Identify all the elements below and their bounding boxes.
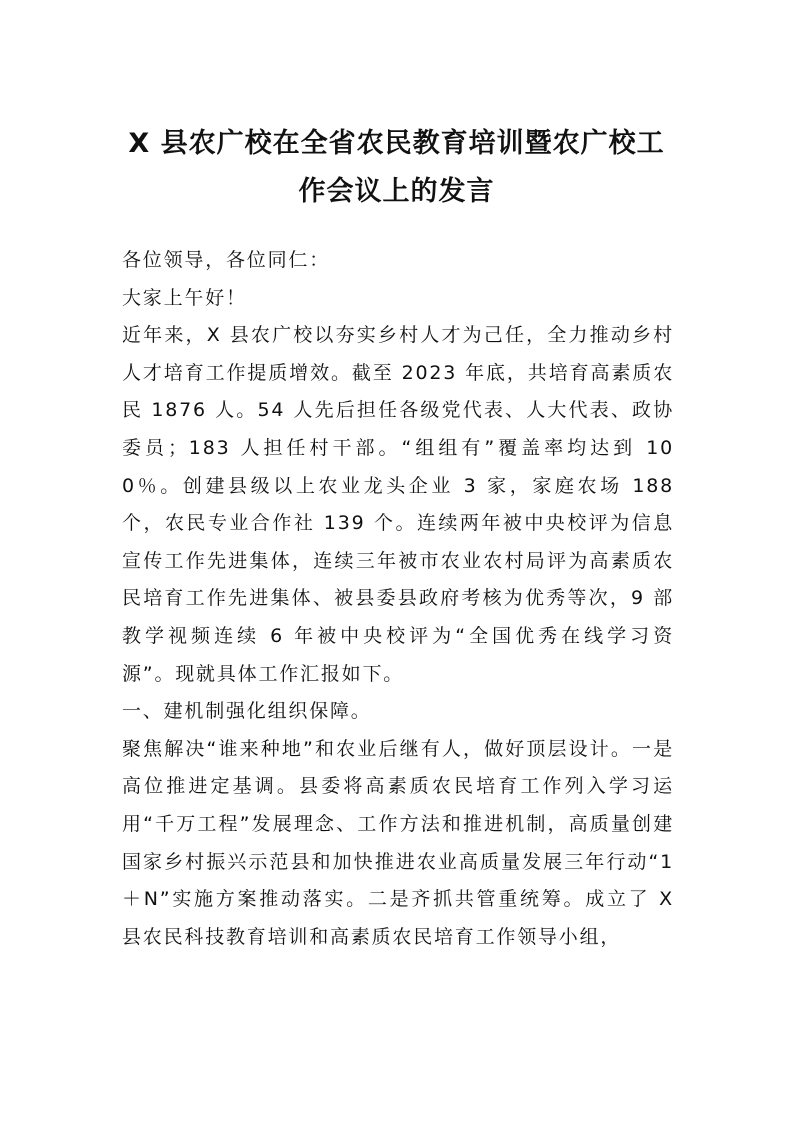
- document-title-line-1: X 县农广校在全省农民教育培训暨农广校工: [128, 128, 665, 159]
- document-body: [122, 242, 674, 956]
- section-1-heading: 一、建机制强化组织保障。: [122, 700, 372, 723]
- section-1-paragraph: 聚焦解决“谁来种地”和农业后继有人，做好顶层设计。一是高位推进定基调。县委将高素质农民培育工作列入学习运用“千万工程”发展理念、工作方法和推进机制，高质量创建国家乡村振兴示范县和加快推进农业高质量发展三年行动“1＋N”实施方案推动落实。二是齐抓共管重统筹。成立了 X 县农民科技教育培训和高素质农民培育工作领导小组，: [122, 737, 674, 948]
- document-title-line-2: 作会议上的发言: [298, 176, 495, 207]
- intro-paragraph: 近年来，X 县农广校以夯实乡村人才为己任，全力推动乡村人才培育工作提质增效。截至 2023 年底，共培育高素质农民 1876 人。54 人先后担任各级党代表、人大代表、政协委员；183 人担任村干部。“组组有”覆盖率均达到 100％。创建县级以上农业龙头企业 3 家，家庭农场 188 个，农民专业合作社 139 个。连续两年被中央校评为信息宣传工作先进集体，连续三年被市农业农村局评为高素质农民培育工作先进集体、被县委县政府考核为优秀等次，9 部教学视频连续 6 年被中央校评为“全国优秀在线学习资源”。现就具体工作汇报如下。: [122, 324, 674, 685]
- greeting-good-morning: 大家上午好！: [122, 286, 247, 309]
- greeting-salutation: 各位领导，各位同仁：: [122, 249, 331, 271]
